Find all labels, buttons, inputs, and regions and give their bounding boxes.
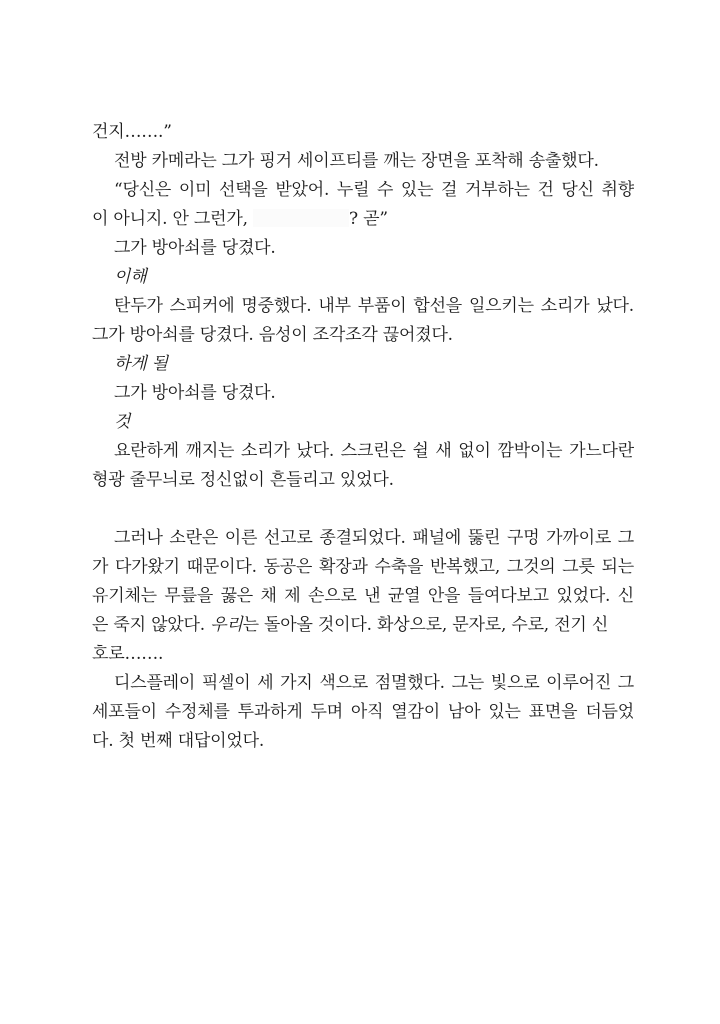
text-span: 은 죽지 않았다. <box>92 615 205 635</box>
text-line: 건지…….” <box>92 122 172 142</box>
text-line: 형광 줄무늬로 정신없이 흔들리고 있었다. <box>92 470 394 490</box>
body-text <box>92 118 634 756</box>
text-line: 전방 카메라는 그가 핑거 세이프티를 깨는 장면을 포착해 송출했다. <box>114 151 599 171</box>
text-line: 유기체는 무릎을 꿇은 채 제 손으로 낸 균열 안을 들여다보고 있었다. 신 <box>92 586 634 606</box>
text-line: 다. 첫 번째 대답이었다. <box>92 731 265 751</box>
paragraph-gap <box>92 495 634 524</box>
text-line: 탄두가 스피커에 명중했다. 내부 부품이 합선을 일으키는 소리가 났다. <box>114 296 634 316</box>
italic-line: 하게 될 <box>114 354 168 374</box>
italic-line: 이해 <box>114 267 147 287</box>
text-line: 그가 방아쇠를 당겼다. <box>114 238 276 258</box>
redacted-name <box>253 209 349 227</box>
text-span: 이 아니지. 안 그런가, <box>92 209 248 229</box>
italic-line: 것 <box>114 412 131 432</box>
text-span: ? 곧” <box>349 209 388 229</box>
italic-word: 우리 <box>210 615 243 635</box>
text-line: 세포들이 수정체를 투과하게 두며 아직 열감이 남아 있는 표면을 더듬었 <box>92 702 634 722</box>
text-line: 그러나 소란은 이른 선고로 종결되었다. 패널에 뚫린 구멍 가까이로 그 <box>114 528 634 548</box>
text-line <box>92 611 634 640</box>
text-line: “당신은 이미 선택을 받았어. 누릴 수 있는 걸 거부하는 건 당신 취향 <box>114 180 634 200</box>
text-line: 호로……. <box>92 644 164 664</box>
text-line: 요란하게 깨지는 소리가 났다. 스크린은 쉴 새 없이 깜박이는 가느다란 <box>114 441 634 461</box>
text-line: 디스플레이 픽셀이 세 가지 색으로 점멸했다. 그는 빛으로 이루어진 그 <box>114 673 634 693</box>
text-line <box>92 205 634 234</box>
text-line: 그가 방아쇠를 당겼다. <box>114 383 276 403</box>
text-span: 는 돌아올 것이다. 화상으로, 문자로, 수로, 전기 신 <box>242 615 609 635</box>
text-line: 그가 방아쇠를 당겼다. 음성이 조각조각 끊어졌다. <box>92 325 453 345</box>
text-line: 가 다가왔기 때문이다. 동공은 확장과 수축을 반복했고, 그것의 그릇 되는 <box>92 557 634 577</box>
